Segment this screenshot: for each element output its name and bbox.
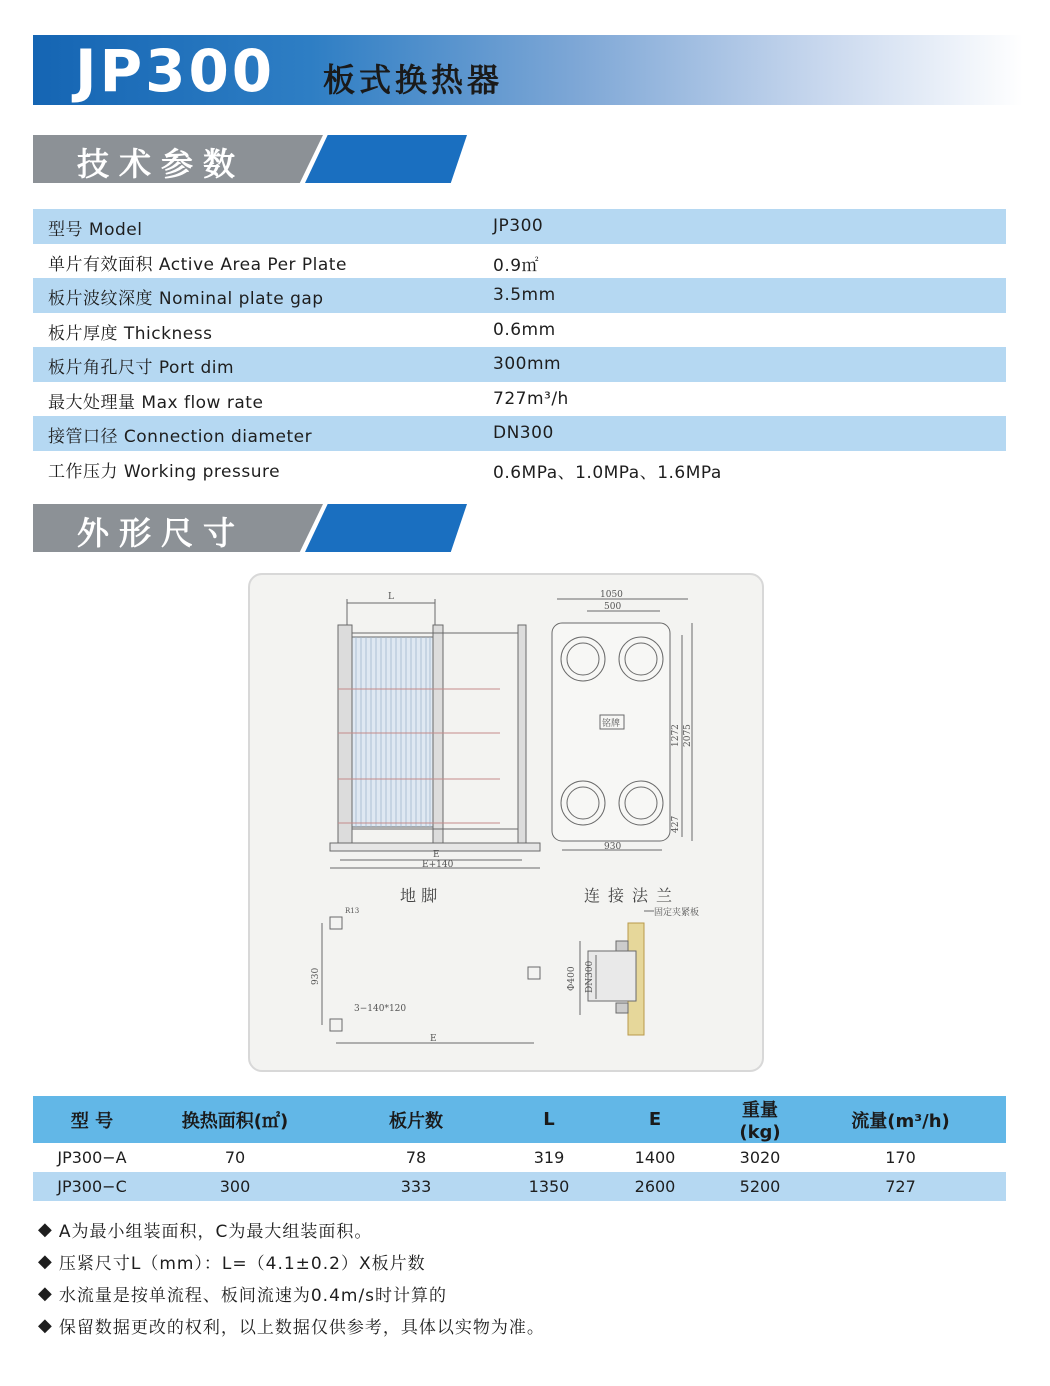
param-value: DN300	[493, 423, 554, 443]
table-cell: 5200	[725, 1172, 795, 1201]
pipe-section	[588, 951, 636, 1001]
param-row	[33, 382, 1006, 417]
column-header: E	[585, 1096, 725, 1143]
table-cell: JP300−C	[33, 1172, 151, 1201]
flange-view-title: 连接法兰	[584, 886, 681, 905]
label-phi400: Φ400	[567, 966, 577, 991]
table-cell: 1350	[513, 1172, 585, 1201]
drawing-svg	[250, 575, 762, 1070]
param-row	[33, 416, 1006, 451]
column-header: 型 号	[33, 1096, 151, 1143]
dimension-drawing	[248, 573, 764, 1072]
param-key: 接管口径 Connection diameter	[48, 427, 313, 447]
param-key: 最大处理量 Max flow rate	[48, 392, 264, 413]
table-cell: 70	[224, 1148, 246, 1167]
param-row	[33, 347, 1006, 382]
section-banner-tech-params	[33, 135, 473, 183]
table-cell: 3020	[739, 1148, 781, 1167]
diamond-bullet-icon: ◆	[38, 1250, 53, 1272]
foot-pad	[330, 917, 342, 929]
column-header: 板片数	[319, 1096, 513, 1143]
table-cell: 170	[885, 1148, 916, 1167]
table-cell: 78	[405, 1148, 427, 1167]
table-cell: 1400	[634, 1148, 676, 1167]
table-cell: JP300−A	[57, 1148, 127, 1167]
label-R13: R13	[345, 907, 360, 915]
param-value: 727m³/h	[493, 388, 569, 409]
param-key: 型号 Model	[48, 220, 143, 240]
diamond-bullet-icon: ◆	[38, 1218, 53, 1240]
column-header: 重量(kg)	[725, 1096, 795, 1143]
table-cell: 300	[151, 1172, 319, 1201]
note-text: A为最小组装面积，C为最大组装面积。	[58, 1221, 373, 1242]
section-banner-dimensions	[33, 504, 473, 552]
label-fixed-plate: 固定夹紧板	[654, 908, 700, 918]
column-header: L	[513, 1096, 585, 1143]
support-column	[518, 625, 526, 845]
note-text: 保留数据更改的权利，以上数据仅供参考，具体以实物为准。	[58, 1317, 545, 1338]
label-1050: 1050	[600, 590, 623, 600]
param-value: 3.5mm	[493, 285, 556, 305]
label-E: E	[433, 850, 440, 860]
param-key: 工作压力 Working pressure	[48, 461, 281, 482]
label-2075: 2075	[683, 724, 693, 747]
label-foot-hole: 3−140*120	[354, 1004, 407, 1014]
title-banner	[33, 35, 1023, 105]
diamond-bullet-icon: ◆	[38, 1314, 53, 1336]
param-row	[33, 278, 1006, 313]
product-model-title: JP300	[75, 37, 276, 105]
param-key: 板片厚度 Thickness	[48, 323, 213, 344]
label-930: 930	[604, 842, 622, 852]
product-subtitle: 板式换热器	[323, 61, 504, 99]
param-row	[33, 313, 1006, 348]
note-item	[38, 1245, 545, 1277]
nameplate-label: 铭牌	[602, 719, 621, 729]
table-cell: 319	[533, 1148, 565, 1167]
section-title: 外形尺寸	[77, 514, 246, 552]
pressure-plate	[433, 625, 443, 845]
params-table	[33, 209, 1006, 485]
param-value: 0.9㎡	[493, 255, 540, 276]
label-427: 427	[671, 815, 681, 833]
column-header: 换热面积(㎡)	[151, 1096, 319, 1143]
foot-view-title: 地 脚	[400, 886, 438, 905]
param-row	[33, 244, 1006, 279]
notes-list	[38, 1213, 545, 1341]
param-value: 0.6mm	[493, 319, 556, 340]
param-key: 板片角孔尺寸 Port dim	[48, 358, 235, 378]
label-foot-E: E	[430, 1034, 437, 1044]
column-header: 流量(m³/h)	[795, 1096, 1006, 1143]
note-item	[38, 1213, 545, 1245]
note-item	[38, 1309, 545, 1341]
label-1272: 1272	[671, 724, 681, 747]
fixed-frame	[338, 625, 352, 845]
label-L: L	[388, 592, 394, 602]
plate-front-view	[552, 623, 670, 841]
note-item	[38, 1277, 545, 1309]
param-value: JP300	[493, 216, 544, 236]
param-value: 0.6MPa、1.0MPa、1.6MPa	[493, 462, 722, 483]
table-cell: 333	[319, 1172, 513, 1201]
foot-pad	[330, 1019, 342, 1031]
section-title: 技术参数	[77, 145, 246, 183]
label-dn300: DN300	[585, 960, 595, 993]
diamond-bullet-icon: ◆	[38, 1282, 53, 1304]
label-500: 500	[604, 602, 622, 612]
label-E140: E+140	[422, 860, 454, 870]
param-key: 板片波纹深度 Nominal plate gap	[48, 289, 324, 309]
table-header-row	[33, 1096, 1006, 1143]
foot-pad	[528, 967, 540, 979]
note-text: 水流量是按单流程、板间流速为0.4m/s时计算的	[58, 1285, 448, 1306]
table-cell: 727	[795, 1172, 1006, 1201]
table-cell: 2600	[585, 1172, 725, 1201]
table-row	[33, 1172, 1006, 1201]
label-foot-930: 930	[311, 967, 321, 985]
param-row	[33, 451, 1006, 486]
param-key: 单片有效面积 Active Area Per Plate	[48, 254, 347, 275]
note-text: 压紧尺寸L（mm）：L=（4.1±0.2）X板片数	[58, 1253, 426, 1274]
table-row	[33, 1143, 1006, 1172]
param-row	[33, 209, 1006, 244]
param-value: 300mm	[493, 354, 562, 374]
model-table	[33, 1096, 1006, 1201]
